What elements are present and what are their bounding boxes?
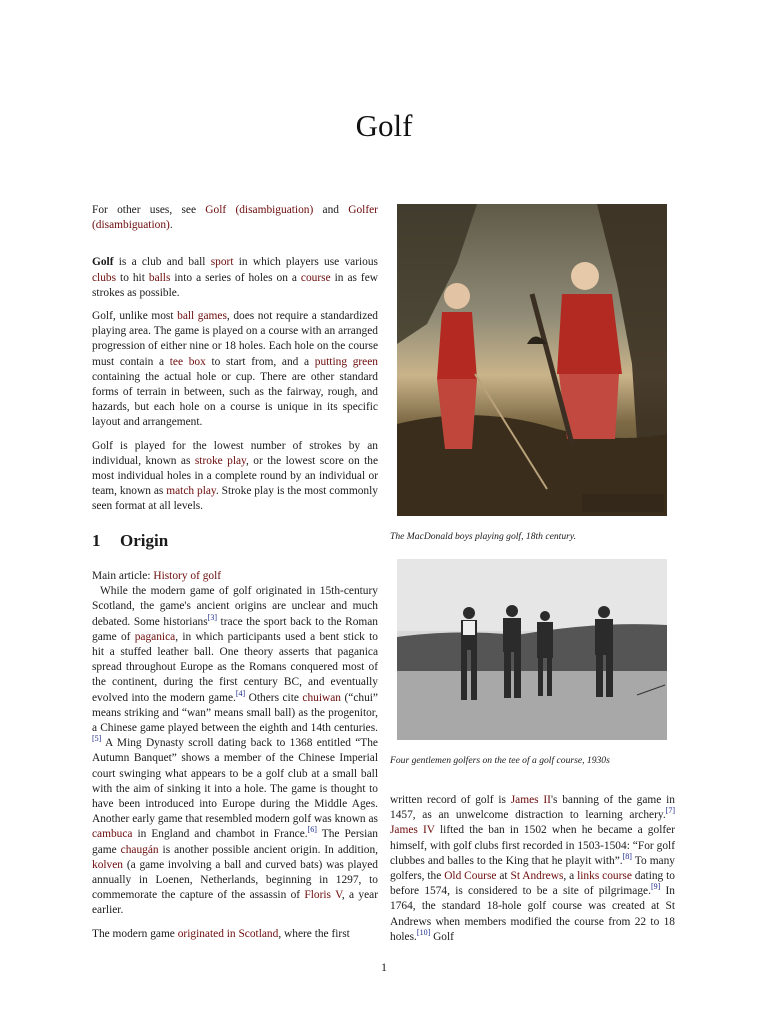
page-number: 1 [381,960,387,974]
origin-column [92,569,378,950]
origin-paragraph-1: While the modern game of golf originated in 15th-century Scotland, the game's ancient origins are unclear and much debated. Some historians[3] trace the sport back to the Roman game of paganica, in which participants used a bent stick to hit a stuffed leather ball. One theory asserts that paganica spread throughout Europe as the Romans conquered most of the continent, during the first century BC, and eventually evolved into the modern game.[4] Others cite chuiwan (“chui” means striking and “wan” means small ball) as the progenitor, a Chinese game played between the eighth and 14th centuries.[5] A Ming Dynasty scroll dating back to 1368 entitled “The Autumn Banquet” shows a member of the Chinese Imperial court swinging what appears to be a golf club at a small ball with the aim of sinking it into a hole. The game is thought to have been introduced into Europe during the Middle Ages. Another early game that resembled modern golf was known as cambuca in England and chambot in France.[6] The Persian game chaugán is another possible ancient origin. In addition, kolven (a game involving a ball and curved bats) was played annually in Loenen, Netherlands, beginning in 1297, to commemorate the capture of the assassin of Floris V, a year earlier. [92,585,379,917]
photo-four-gentlemen-image [397,559,667,740]
intro-paragraph-2: Golf, unlike most ball games, does not require a standardized playing area. The game is played on a course with an arranged progression of either nine or 18 holes. Each hole on the course must contain a tee box to start from, and a putting green containing the actual hole or cup. There are other standard forms of terrain in between, such as the fairway, rough, and hazards, but each hole on a course is unique in its specific layout and arrangement. [92,310,379,429]
section-heading-origin: 1 Origin [92,531,169,550]
page-title: Golf [355,108,413,143]
link-paganica[interactable]: paganica [134,630,176,643]
figure-macdonald-boys [397,204,667,516]
link-chuiwan[interactable]: chuiwan [302,691,341,704]
ref-8[interactable]: [8] [622,852,632,862]
left-column [92,203,378,523]
painting-macdonald-boys-image [397,204,667,516]
link-course[interactable]: course [300,271,331,284]
ref-7[interactable]: [7] [665,806,675,816]
ref-4[interactable]: [4] [235,688,246,698]
link-putting-green[interactable]: putting green [314,355,378,368]
link-match-play[interactable]: match play [166,485,216,498]
figure-four-gentlemen [397,559,667,740]
link-tee-box[interactable]: tee box [169,355,206,368]
right-column-continuation [390,793,675,953]
link-kolven[interactable]: kolven [92,858,124,871]
link-floris-v[interactable]: Floris V [304,889,342,902]
origin-paragraph-2-continued: written record of golf is James II's banning of the game in 1457, as an unwelcome distraction to learning archery.[7] James IV lifted the ban in 1502 when he became a golfer himself, with golf clubs first recorded in 1503-1504: “For golf clubbes and balles to the King that he playit with”.[8] To many golfers, the Old Course at St Andrews, a links course dating to before 1574, is considered to be a site of pilgrimage.[9] In 1764, the standard 18-hole golf course was created at St Andrews when members modified the course from 22 to 18 holes.[10] Golf [390,794,676,943]
main-article-note: Main article: History of golf [92,570,222,582]
link-james-iv[interactable]: James IV [390,824,435,837]
ref-10[interactable]: [10] [416,928,431,938]
link-originated-in-scotland[interactable]: originated in Scotland [177,927,279,940]
link-ball-games[interactable]: ball games [177,310,227,323]
figure-caption-2: Four gentlemen golfers on the tee of a golf course, 1930s [390,755,610,766]
link-balls[interactable]: balls [148,271,171,284]
link-james-ii[interactable]: James II [510,794,551,806]
link-old-course[interactable]: Old Course [444,870,497,883]
link-sport[interactable]: sport [210,256,234,269]
ref-3[interactable]: [3] [207,612,217,622]
link-chaugan[interactable]: chaugán [120,843,159,856]
ref-6[interactable]: [6] [307,825,317,835]
link-st-andrews[interactable]: St Andrews [510,870,564,883]
link-cambuca[interactable]: cambuca [92,828,133,841]
link-golfer-disambiguation[interactable]: Golfer (disambiguation) [92,204,378,232]
link-links-course[interactable]: links course [577,870,632,883]
intro-paragraph-3: Golf is played for the lowest number of strokes by an individual, known as stroke play, or the lowest score on the most individual holes in a complete round by an individual or team, known as match play. Stroke play is the most commonly seen format at all levels. [92,439,378,513]
link-stroke-play[interactable]: stroke play [194,454,247,467]
origin-paragraph-2: The modern game originated in Scotland, where the first [92,927,350,940]
link-history-of-golf[interactable]: History of golf [153,570,222,582]
link-golf-disambiguation[interactable]: Golf (disambiguation) [205,204,314,216]
ref-9[interactable]: [9] [650,882,661,892]
hatnote: For other uses, see Golf (disambiguation) and Golfer (disambiguation). [92,204,378,232]
intro-paragraph-1: Golf is a club and ball sport in which players use various clubs to hit balls into a series of holes on a course in as few strokes as possible. [92,256,378,299]
ref-5[interactable]: [5] [92,734,102,744]
link-clubs[interactable]: clubs [92,271,117,284]
figure-caption-1: The MacDonald boys playing golf, 18th century. [390,531,576,542]
